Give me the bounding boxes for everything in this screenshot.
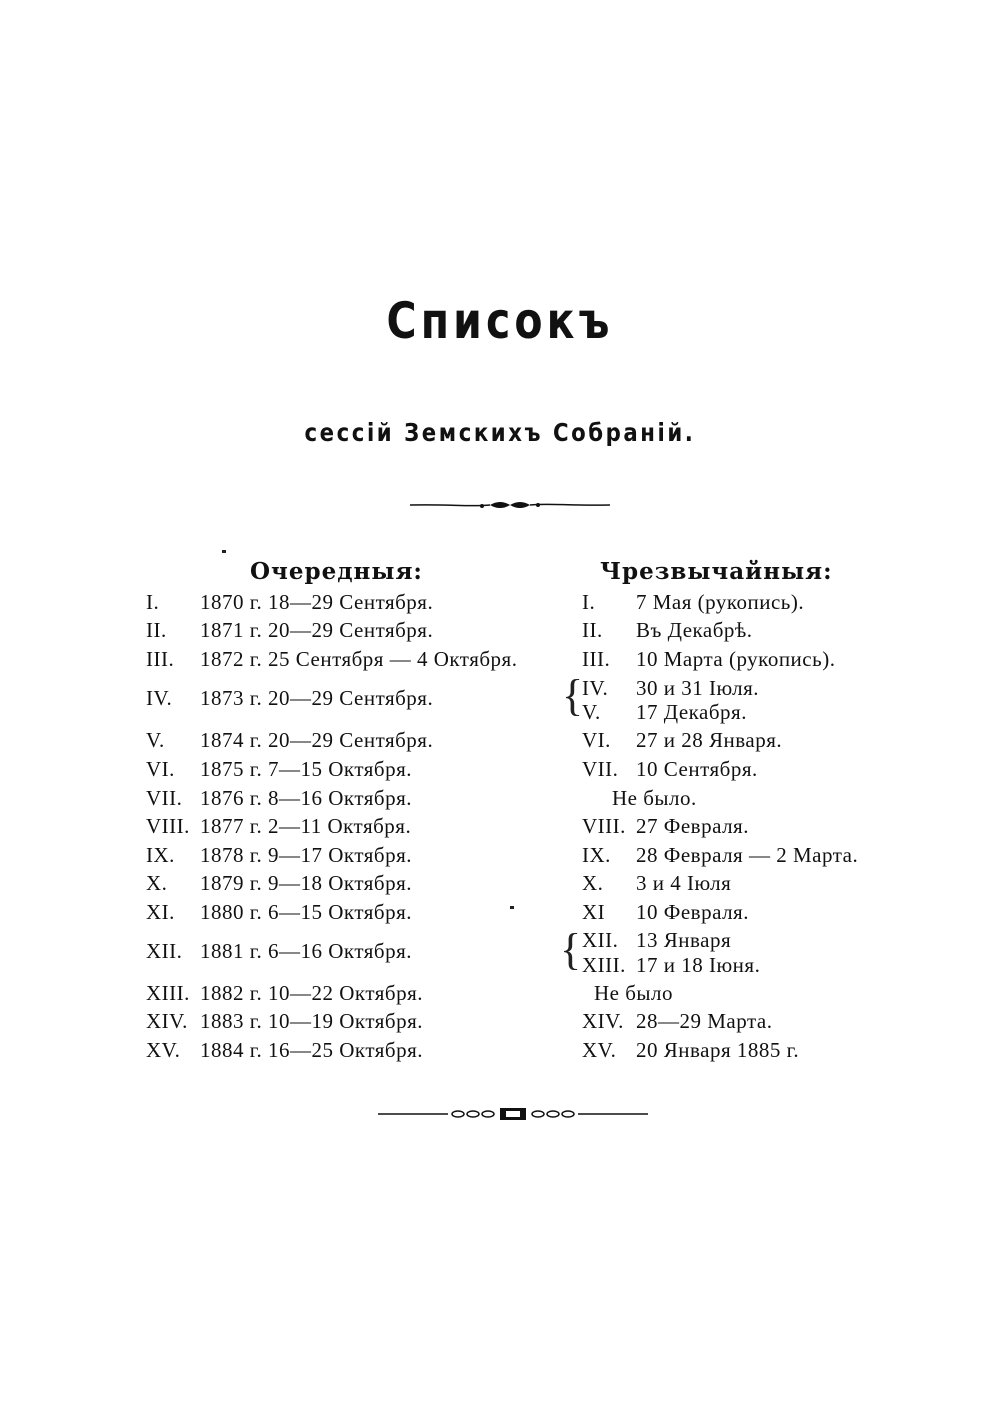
extraordinary-session-text: 27 и 28 Января. [636,728,783,752]
extraordinary-session-row [582,1009,772,1034]
regular-session-row [146,757,412,782]
bracket-xii-xiii: { [560,925,582,974]
regular-session-text: 1871 г. 20—29 Сентября. [200,618,434,642]
extraordinary-session-text: 7 Мая (рукопись). [636,590,805,614]
extraordinary-session-row [594,981,673,1006]
extraordinary-session-text: 28—29 Марта. [636,1009,773,1033]
regular-session-text: 1880 г. 6—15 Октября. [200,900,412,924]
regular-session-text: 1881 г. 6—16 Октября. [200,939,412,963]
regular-session-numeral: VI. [146,757,175,781]
regular-session-text: 1878 г. 9—17 Октября. [200,843,412,867]
regular-session-text: 1874 г. 20—29 Сентября. [200,728,434,752]
regular-session-row [146,728,433,753]
top-ornament [410,498,610,512]
extraordinary-session-text: 10 Сентября. [636,757,758,781]
regular-session-numeral: VII. [146,786,183,810]
extraordinary-session-text: 30 и 31 Іюля. [636,676,760,700]
extraordinary-session-numeral: IV. [582,676,609,700]
extraordinary-session-numeral: VII. [582,757,619,781]
bracket-iv-v: { [562,671,584,720]
regular-session-text: 1882 г. 10—22 Октября. [200,981,423,1005]
stray-mark [510,906,514,909]
extraordinary-session-numeral: VIII. [582,814,626,838]
regular-session-numeral: I. [146,590,160,614]
extraordinary-session-numeral: XIV. [582,1009,624,1033]
extraordinary-session-row [582,618,753,643]
regular-session-text: 1884 г. 16—25 Октября. [200,1038,423,1062]
extraordinary-session-numeral: XI [582,900,606,924]
extraordinary-session-row [582,647,835,672]
regular-session-text: 1872 г. 25 Сентября — 4 Октября. [200,647,518,671]
extraordinary-session-numeral: XII. [582,928,619,952]
regular-session-numeral: II. [146,618,167,642]
extraordinary-session-text: Не было. [612,786,697,810]
extraordinary-session-row [582,953,760,978]
regular-session-numeral: IV. [146,686,173,710]
extraordinary-session-row [612,786,697,811]
regular-session-row [146,786,412,811]
extraordinary-session-numeral: IX. [582,843,611,867]
bottom-ornament [378,1106,648,1122]
stray-mark [222,550,226,553]
page-subtitle: сессій Земскихъ Собраній. [304,418,696,447]
extraordinary-session-text: 20 Января 1885 г. [636,1038,800,1062]
extraordinary-session-row [582,757,758,782]
extraordinary-session-numeral: V. [582,700,601,724]
page-title: Списокъ [386,292,614,350]
extraordinary-session-numeral: VI. [582,728,611,752]
extraordinary-session-row [582,590,804,615]
extraordinary-session-text: 17 и 18 Іюня. [636,953,761,977]
regular-session-row [146,900,412,925]
extraordinary-session-numeral: II. [582,618,603,642]
regular-session-numeral: XIV. [146,1009,188,1033]
extraordinary-session-row [582,900,749,925]
regular-session-text: 1877 г. 2—11 Октября. [200,814,412,838]
extraordinary-session-row [582,728,782,753]
regular-session-row [146,814,411,839]
regular-session-numeral: X. [146,871,168,895]
regular-session-numeral: VIII. [146,814,190,838]
regular-session-text: 1883 г. 10—19 Октября. [200,1009,423,1033]
extraordinary-session-row [582,871,731,896]
regular-session-row [146,590,433,615]
regular-heading: Очередныя: [250,558,423,585]
regular-session-row [146,686,433,711]
regular-session-row [146,939,412,964]
extraordinary-session-text: 17 Декабря. [636,700,747,724]
extraordinary-session-row [582,928,731,953]
extraordinary-session-numeral: X. [582,871,604,895]
extraordinary-session-text: 13 Января [636,928,732,952]
extraordinary-session-numeral: I. [582,590,596,614]
extraordinary-session-row [582,814,749,839]
extraordinary-session-text: 3 и 4 Іюля [636,871,732,895]
regular-session-row [146,871,412,896]
regular-session-row [146,981,423,1006]
extraordinary-session-row [582,700,747,725]
extraordinary-heading: Чрезвычайныя: [600,558,833,585]
regular-session-text: 1875 г. 7—15 Октября. [200,757,412,781]
extraordinary-session-text: Въ Декабрѣ. [636,618,753,642]
regular-session-numeral: XI. [146,900,175,924]
extraordinary-session-row [582,1038,799,1063]
extraordinary-session-numeral: XIII. [582,953,626,977]
extraordinary-session-text: 28 Февраля — 2 Марта. [636,843,859,867]
extraordinary-session-text: Не было [594,981,674,1005]
regular-session-numeral: XV. [146,1038,181,1062]
regular-session-text: 1876 г. 8—16 Октября. [200,786,412,810]
regular-session-row [146,1038,423,1063]
regular-session-numeral: III. [146,647,175,671]
regular-session-text: 1870 г. 18—29 Сентября. [200,590,434,614]
extraordinary-session-text: 10 Февраля. [636,900,749,924]
regular-session-text: 1873 г. 20—29 Сентября. [200,686,434,710]
regular-session-row [146,843,412,868]
extraordinary-session-row [582,676,759,701]
regular-session-numeral: XII. [146,939,183,963]
regular-session-row [146,647,517,672]
regular-session-numeral: XIII. [146,981,190,1005]
regular-session-numeral: IX. [146,843,175,867]
extraordinary-session-text: 27 Февраля. [636,814,749,838]
extraordinary-session-row [582,843,858,868]
regular-session-row [146,1009,423,1034]
extraordinary-session-text: 10 Марта (рукопись). [636,647,836,671]
regular-session-numeral: V. [146,728,165,752]
regular-session-text: 1879 г. 9—18 Октября. [200,871,412,895]
regular-session-row [146,618,433,643]
extraordinary-session-numeral: XV. [582,1038,617,1062]
extraordinary-session-numeral: III. [582,647,611,671]
